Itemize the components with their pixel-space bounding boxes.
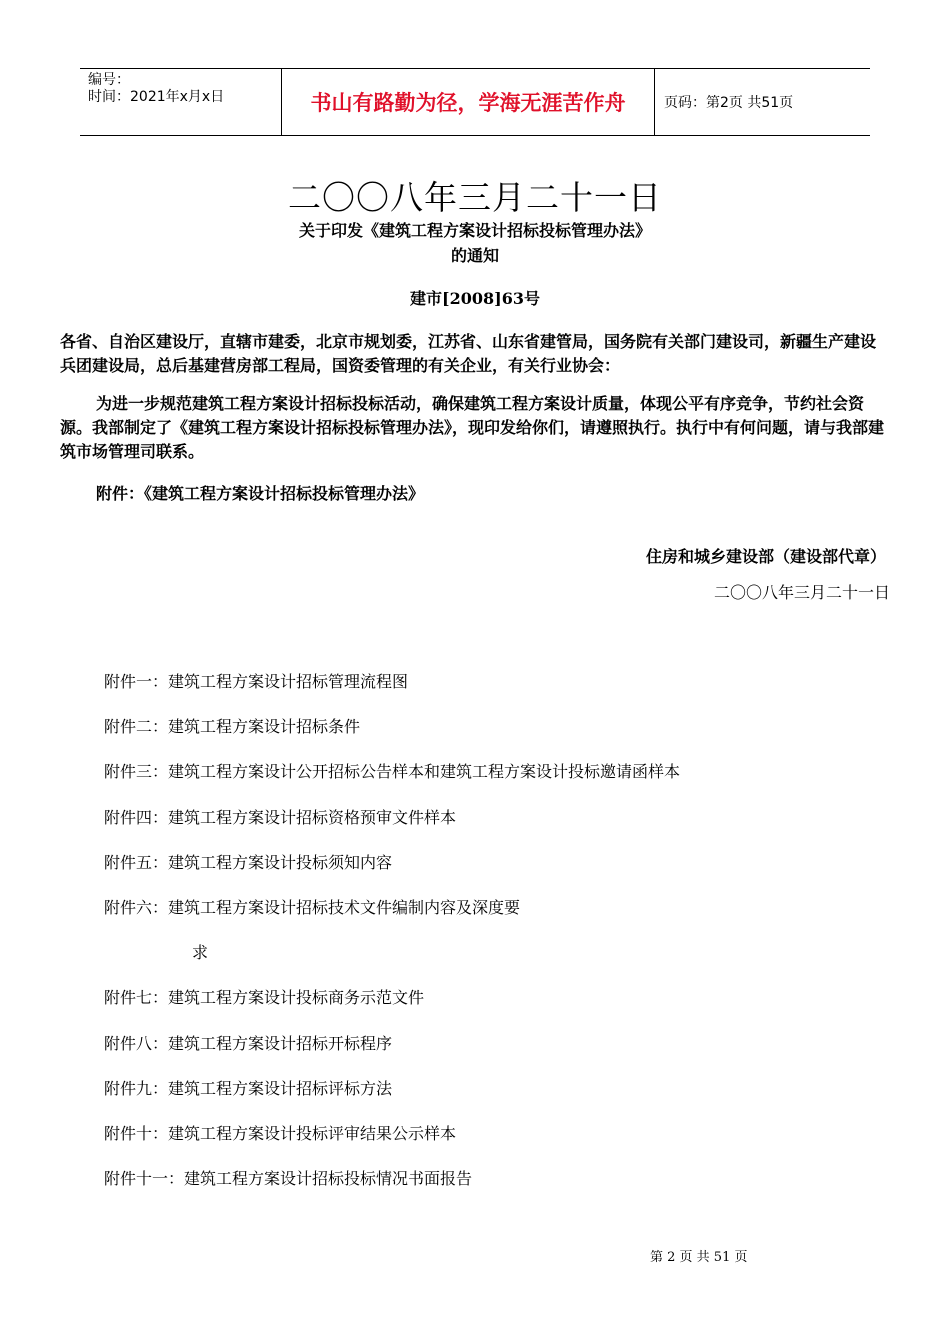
signature: 住房和城乡建设部（建设部代章） [645,547,886,566]
attachment-list [104,668,680,1210]
number-label: 编号： [88,72,130,88]
time-label: 时间：2021年x月x日 [88,89,225,105]
list-item: 附件六：建筑工程方案设计招标技术文件编制内容及深度要 [104,897,521,917]
big-date-heading: 二〇〇八年三月二十一日 [288,178,662,217]
addressees-paragraph: 各省、自治区建设厅，直辖市建委，北京市规划委，江苏省、山东省建管局，国务院有关部门建设司，新疆生产建设兵团建设局，总后基建营房部工程局，国资委管理的有关企业，有关行业协会： [60,332,877,375]
sign-date: 二〇〇八年三月二十一日 [713,583,890,602]
list-item-continuation: 求 [192,943,209,963]
list-item: 附件五：建筑工程方案设计投标须知内容 [104,852,393,872]
list-item: 附件八：建筑工程方案设计招标开标程序 [104,1033,393,1053]
header-left-cell [80,69,282,135]
notice-title-line2: 的通知 [450,246,499,265]
motto: 书山有路勤为径，学海无涯苦作舟 [282,69,655,135]
page-info: 页码：第2页 共51页 [664,95,794,111]
list-item: 附件二：建筑工程方案设计招标条件 [104,717,361,737]
page-footer: 第 2 页 共 51 页 [650,1250,748,1265]
list-item: 附件九：建筑工程方案设计招标评标方法 [104,1078,393,1098]
body-paragraph: 为进一步规范建筑工程方案设计招标投标活动，确保建筑工程方案设计质量，体现公平有序竞争，节约社会资源。我部制定了《建筑工程方案设计招标投标管理办法》，现印发给你们，请遵照执行。执行中有何问题，请与我部建筑市场管理司联系。 [60,394,885,461]
header-table [80,68,870,136]
list-item: 附件七：建筑工程方案设计投标商务示范文件 [104,988,425,1008]
notice-title-line1: 关于印发《建筑工程方案设计招标投标管理办法》 [298,221,651,240]
list-item: 附件十一：建筑工程方案设计招标投标情况书面报告 [104,1169,473,1189]
document-number: 建市[2008]63号 [410,289,540,308]
list-item: 附件三：建筑工程方案设计公开招标公告样本和建筑工程方案设计投标邀请函样本 [104,762,681,782]
attachment-line: 附件：《建筑工程方案设计招标投标管理办法》 [96,484,425,503]
list-item: 附件四：建筑工程方案设计招标资格预审文件样本 [104,807,457,827]
list-item: 附件一：建筑工程方案设计招标管理流程图 [104,672,409,691]
list-item: 附件十：建筑工程方案设计投标评审结果公示样本 [104,1123,457,1143]
